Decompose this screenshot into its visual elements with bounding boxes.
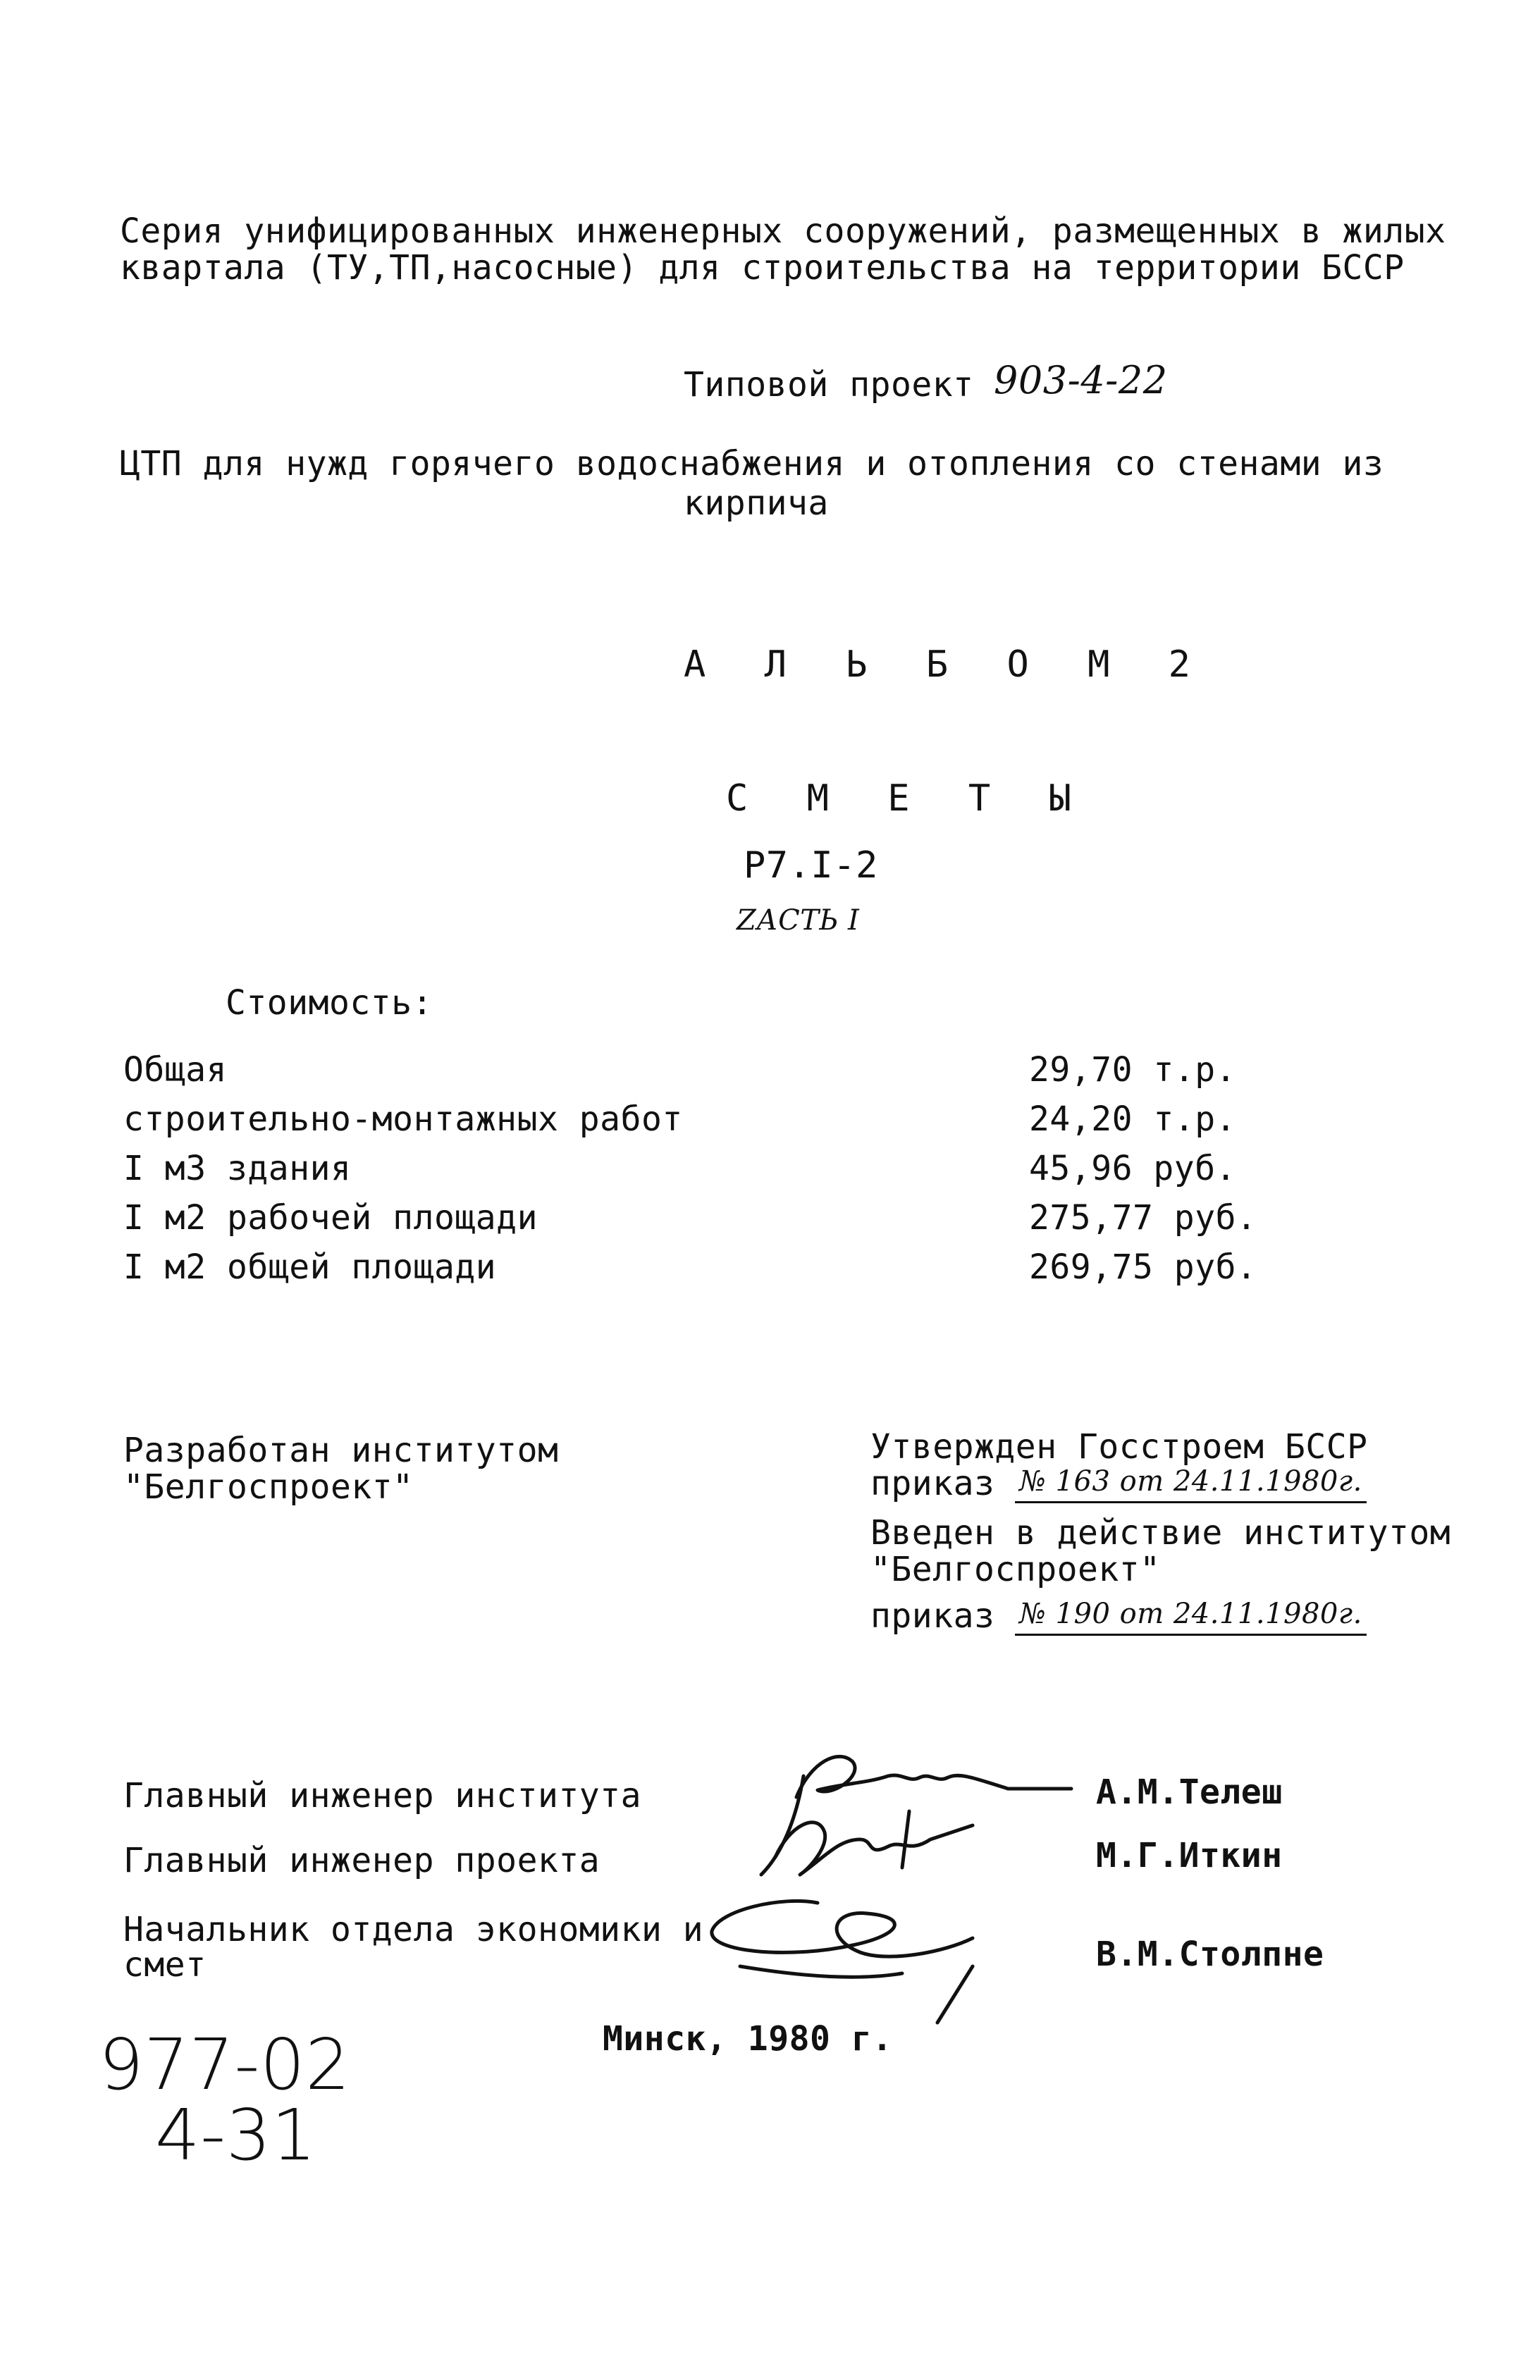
cost-value-construction: 24,20 т.р. — [1029, 1099, 1236, 1139]
approval-order1-label: приказ — [870, 1464, 995, 1503]
signatory-role-head-economics-line1: Начальник отдела экономики и — [123, 1910, 704, 1949]
cost-value-per-m2-total: 269,75 руб. — [1029, 1247, 1257, 1287]
approval-line4: "Белгоспроект" — [870, 1550, 1161, 1589]
document-code: Р7.I-2 — [744, 844, 878, 887]
cost-label-total: Общая — [123, 1050, 227, 1090]
cost-value-total: 29,70 т.р. — [1029, 1050, 1236, 1090]
subject-line1: ЦТП для нужд горячего водоснабжения и отопления со стенами из — [120, 444, 1384, 483]
approval-order1-value: № 163 от 24.11.1980г. — [1015, 1462, 1367, 1503]
approval-order2-label: приказ — [870, 1596, 995, 1636]
section-title: С М Е Т Ы — [726, 777, 1090, 820]
subject-line2: кирпича — [684, 483, 829, 523]
part-label: ZАСТЬ I — [737, 904, 860, 937]
place-date: Минск, 1980 г. — [603, 2019, 893, 2059]
signatory-role-chief-engineer-project: Главный инженер проекта — [123, 1841, 600, 1880]
cost-value-per-m3: 45,96 руб. — [1029, 1149, 1236, 1188]
cost-label-per-m2-total: I м2 общей площади — [123, 1247, 497, 1287]
approval-order2-value: № 190 от 24.11.1980г. — [1015, 1594, 1367, 1636]
project-number: 903-4-22 — [994, 358, 1168, 402]
cost-label-construction: строительно-монтажных работ — [123, 1099, 683, 1139]
archive-number-line2: 4-31 — [155, 2094, 316, 2176]
signatory-name-telesh: А.М.Телеш — [1096, 1772, 1283, 1812]
signatory-role-head-economics-line2: смет — [123, 1945, 207, 1985]
signatory-name-stolpne: В.М.Столпне — [1096, 1935, 1324, 1974]
handwritten-signatures — [677, 1734, 1085, 2030]
developer-line2: "Белгоспроект" — [123, 1467, 414, 1507]
developer-line1: Разработан институтом — [123, 1431, 559, 1470]
cost-label-per-m2-work: I м2 рабочей площади — [123, 1198, 538, 1238]
signatory-name-itkin: М.Г.Иткин — [1096, 1836, 1283, 1875]
signatory-role-chief-engineer-institute: Главный инженер института — [123, 1776, 641, 1815]
cost-value-per-m2-work: 275,77 руб. — [1029, 1198, 1257, 1238]
series-title-line1: Серия унифицированных инженерных сооружений, размещенных в жилых — [120, 211, 1446, 251]
cost-heading: Стоимость: — [226, 983, 433, 1023]
series-title-line2: квартала (ТУ,ТП,насосные) для строительства на территории БССР — [120, 248, 1405, 288]
approval-line3: Введен в действие институтом — [870, 1513, 1451, 1553]
project-label: Типовой проект — [684, 365, 974, 405]
approval-line1: Утвержден Госстроем БССР — [870, 1427, 1368, 1467]
archive-number-line1: 977-02 — [99, 2023, 351, 2106]
album-title: А Л Ь Б О М 2 — [684, 643, 1209, 686]
cost-label-per-m3: I м3 здания — [123, 1149, 352, 1188]
